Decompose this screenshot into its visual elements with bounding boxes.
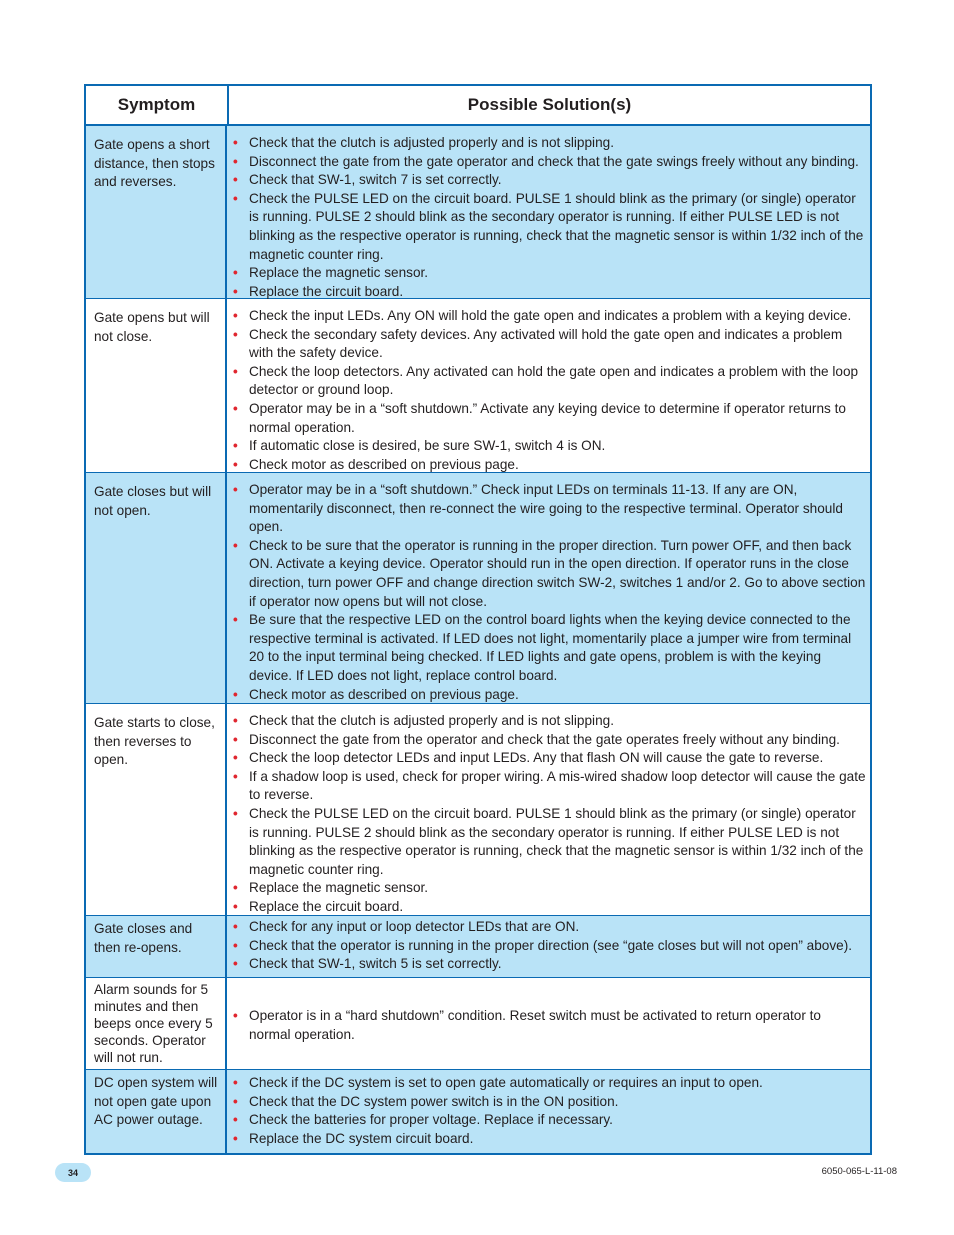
bullet-icon: • [233, 919, 238, 934]
solution-item: • Replace the magnetic sensor. [231, 264, 866, 283]
solution-item: • Check to be sure that the operator is running in the proper direction. Turn power OFF, and then back ON. Activate a keying device. Operator should run in the open direction. If operator runs in the close direction, turn power OFF and change direction switch SW-2, switches 1 and/or 2. Go to above section if operator now opens but will not close. [233, 537, 866, 609]
bullet-icon: • [233, 326, 238, 342]
solution-item: • Check the PULSE LED on the circuit board. PULSE 1 should blink as the primary (or single) operator is running. PULSE 2 should blink as the secondary operator is running. If either PULSE LED is not blinking as the respective operator is running, check that the magnetic sensor is within 1/32 inch of the magnetic counter ring. [233, 805, 864, 877]
symptom-cell: Gate closes but will not open. [86, 473, 227, 703]
bullet-icon: • [233, 805, 238, 821]
symptom-column-header: Symptom [86, 86, 229, 124]
bullet-icon: • [233, 265, 238, 281]
symptom-cell: Gate starts to close, then reverses to open. [86, 704, 227, 915]
bullet-icon: • [233, 283, 238, 299]
bullet-icon: • [233, 1075, 238, 1090]
symptom-cell: DC open system will not open gate upon AC power outage. [86, 1070, 227, 1153]
bullet-icon: • [233, 153, 238, 169]
solution-item: • Check the loop detector LEDs and input LEDs. Any that flash ON will cause the gate to reverse. [231, 749, 866, 768]
bullet-icon: • [233, 363, 238, 379]
symptom-cell: Gate closes and then re-opens. [86, 916, 227, 977]
bullet-icon: • [233, 956, 238, 972]
solution-list [231, 307, 866, 474]
bullet-icon: • [233, 1130, 238, 1146]
solutions-cell [227, 916, 870, 977]
bullet-icon: • [233, 937, 238, 953]
bullet-icon: • [233, 713, 238, 728]
solution-item: • Check that the operator is running in the proper direction (see “gate closes but will not open” above). [231, 937, 866, 956]
solution-item: • Check if the DC system is set to open gate automatically or requires an input to open. [231, 1074, 866, 1093]
solution-item: • Replace the circuit board. [231, 283, 866, 302]
solution-item: • Check for any input or loop detector LEDs that are ON. [231, 918, 866, 937]
solution-item: • Operator may be in a “soft shutdown.” Activate any keying device to determine if operator returns to normal operation. [233, 400, 846, 435]
solution-item: • Check that SW-1, switch 5 is set correctly. [231, 955, 866, 974]
table-row [86, 126, 870, 299]
bullet-icon: • [233, 1112, 238, 1128]
solutions-cell [227, 126, 870, 298]
solution-item: • Replace the magnetic sensor. [231, 879, 866, 898]
solution-item: • Check motor as described on previous page. [231, 686, 866, 705]
solution-item: • Check that the clutch is adjusted properly and is not slipping. [231, 134, 866, 153]
solutions-cell [227, 704, 870, 915]
solution-list [231, 1007, 866, 1044]
solution-item: • Check motor as described on previous page. [231, 456, 866, 475]
table-row [86, 299, 870, 473]
bullet-icon: • [233, 400, 238, 416]
symptom-cell: Gate opens a short distance, then stops and reverses. [86, 126, 227, 298]
solution-item: • Operator is in a “hard shutdown” condition. Reset switch must be activated to return operator to normal operation. [233, 1008, 821, 1042]
solution-item: • Check that the clutch is adjusted properly and is not slipping. [231, 712, 866, 731]
solution-item: • Replace the DC system circuit board. [231, 1130, 866, 1149]
bullet-icon: • [233, 172, 238, 188]
bullet-icon: • [233, 190, 238, 206]
solution-item: • Check that SW-1, switch 7 is set correctly. [231, 171, 866, 190]
bullet-icon: • [233, 898, 238, 914]
bullet-icon: • [233, 1093, 238, 1109]
troubleshooting-table [84, 84, 872, 1155]
solution-item: • Check the input LEDs. Any ON will hold the gate open and indicates a problem with a keying device. [231, 307, 866, 326]
solution-list [231, 134, 866, 301]
solution-list [231, 712, 866, 917]
bullet-icon: • [233, 482, 238, 497]
table-header [86, 86, 870, 126]
solutions-cell [227, 473, 870, 703]
bullet-icon: • [233, 308, 238, 323]
solution-item: • Check the batteries for proper voltage. Replace if necessary. [231, 1111, 866, 1130]
table-row [86, 1070, 870, 1153]
solution-item: • If a shadow loop is used, check for proper wiring. A mis-wired shadow loop detector will cause the gate to reverse. [233, 768, 866, 803]
bullet-icon: • [233, 880, 238, 896]
table-row [86, 978, 870, 1070]
solution-item: • Check the secondary safety devices. Any activated will hold the gate open and indicates a problem with the safety device. [233, 326, 843, 361]
solutions-cell [227, 978, 870, 1069]
table-row [86, 473, 870, 704]
document-id: 6050-065-L-11-08 [821, 1166, 897, 1177]
bullet-icon: • [233, 612, 238, 628]
bullet-icon: • [233, 456, 238, 472]
bullet-icon: • [233, 768, 238, 784]
solution-item: • Check the PULSE LED on the circuit board. PULSE 1 should blink as the primary (or single) operator is running. PULSE 2 should blink as the secondary operator is running. If either PULSE LED is not blinking as the respective operator is running, check that the magnetic sensor is within 1/32 inch of the magnetic counter ring. [233, 190, 864, 262]
solutions-cell [227, 299, 870, 472]
symptom-cell: Alarm sounds for 5 minutes and then beeps once every 5 seconds. Operator will not run. [86, 978, 227, 1069]
solution-list [231, 481, 866, 704]
solution-list [231, 1074, 866, 1148]
bullet-icon: • [233, 438, 238, 454]
table-row [86, 704, 870, 916]
solution-item: • Check that the DC system power switch is in the ON position. [231, 1093, 866, 1112]
symptom-cell: Gate opens but will not close. [86, 299, 227, 472]
solution-item: • Replace the circuit board. [231, 898, 866, 917]
solution-item: • Operator may be in a “soft shutdown.” Check input LEDs on terminals 11-13. If any are ON, momentarily disconnect, then re-connect the wire going to the respective terminal. Operator should open. [233, 482, 843, 535]
solution-item: • Be sure that the respective LED on the control board lights when the keying device connected to the respective terminal is activated. If LED does not light, momentarily place a jumper wire from terminal 20 to the input terminal being checked. If LED lights and gate opens, problem is with the keying device. If LED does not light, replace control board. [233, 612, 852, 683]
solution-item: • Check the loop detectors. Any activated can hold the gate open and indicates a problem with the loop detector or ground loop. [233, 363, 859, 398]
bullet-icon: • [233, 750, 238, 766]
bullet-icon: • [233, 731, 238, 747]
bullet-icon: • [233, 1008, 238, 1024]
page-number-badge: 34 [55, 1163, 91, 1182]
bullet-icon: • [233, 537, 238, 553]
solution-item: • Disconnect the gate from the gate operator and check that the gate swings freely without any binding. [231, 153, 866, 172]
bullet-icon: • [233, 135, 238, 150]
solution-item: • If automatic close is desired, be sure SW-1, switch 4 is ON. [231, 437, 866, 456]
solutions-cell [227, 1070, 870, 1153]
solution-list [231, 918, 866, 974]
table-row [86, 916, 870, 978]
solution-item: • Disconnect the gate from the operator and check that the gate operates freely without any binding. [231, 731, 866, 750]
solutions-column-header: Possible Solution(s) [467, 95, 632, 114]
bullet-icon: • [233, 686, 238, 702]
